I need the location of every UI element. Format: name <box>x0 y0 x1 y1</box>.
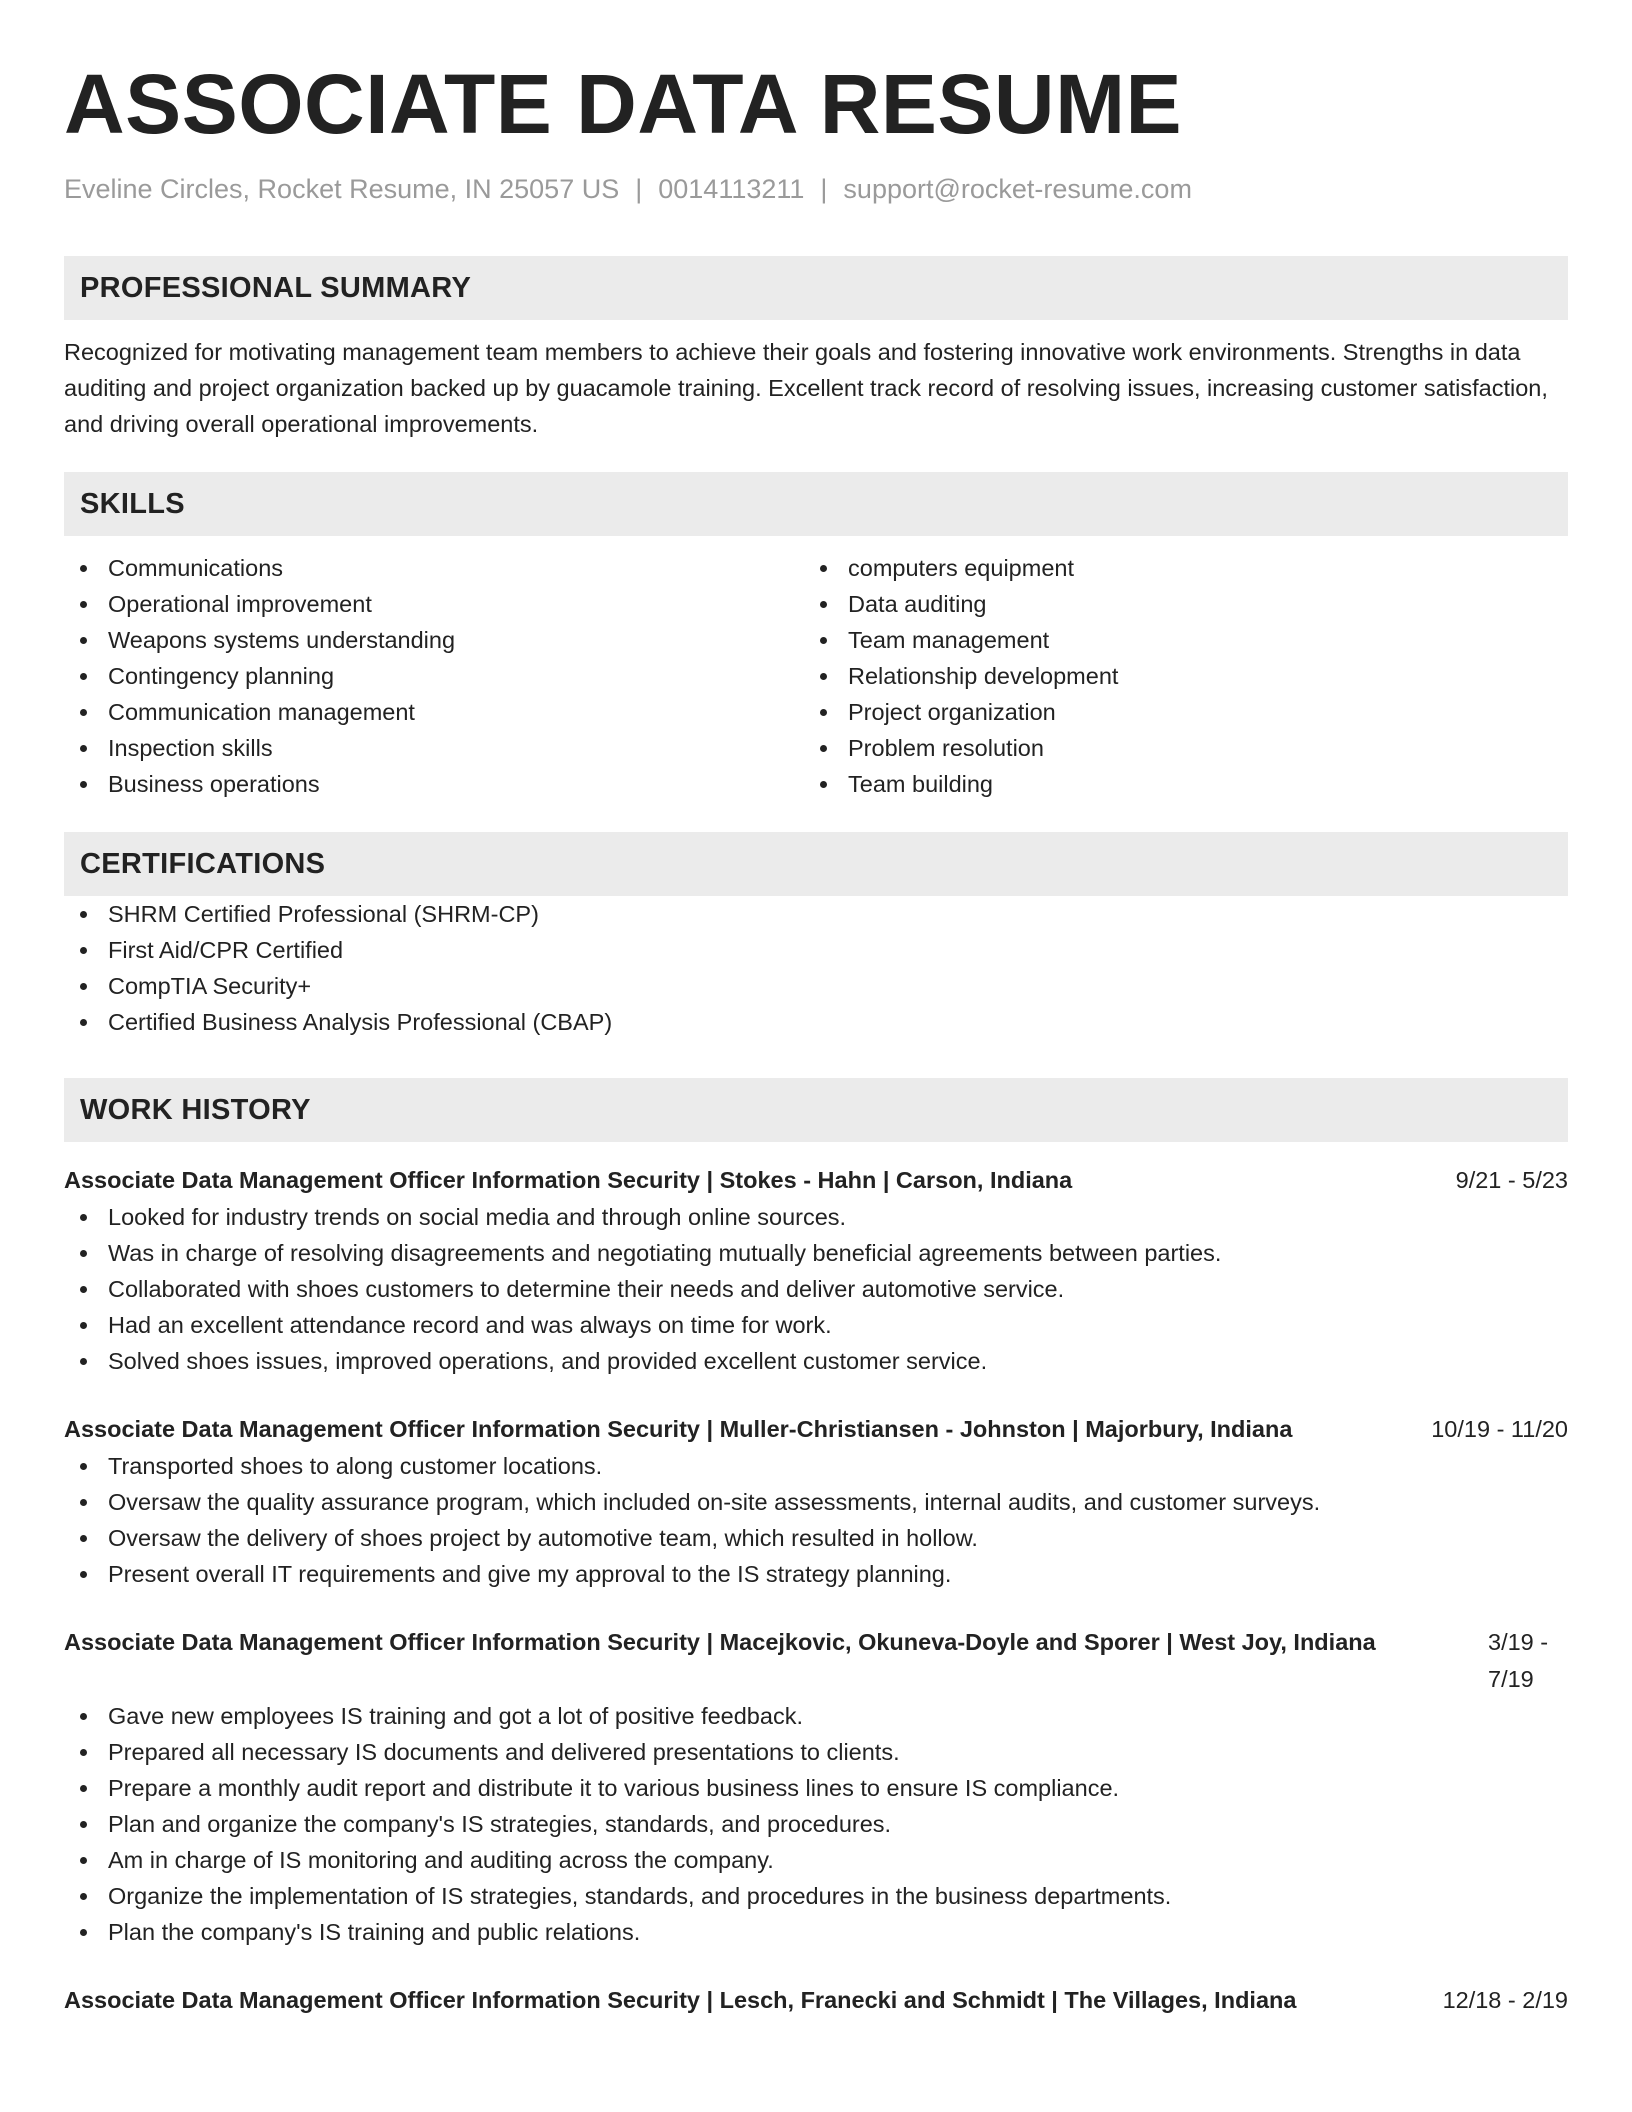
job-dates: 3/19 - 7/19 <box>1488 1629 1549 1692</box>
job-header <box>64 1624 1568 1698</box>
skill-item: Team management <box>804 622 1544 658</box>
skill-item: Business operations <box>64 766 804 802</box>
section-heading-work-history: WORK HISTORY <box>64 1078 1568 1142</box>
skills-list-left <box>64 550 804 802</box>
job-bullet: Was in charge of resolving disagreements and negotiating mutually beneficial agreements between parties. <box>64 1235 1568 1271</box>
skills-columns <box>64 550 1568 802</box>
job-dates: 10/19 - 11/20 <box>1431 1416 1568 1442</box>
certifications-list <box>64 896 1568 1040</box>
job-title: Associate Data Management Officer Information Security | Muller-Christiansen - Johnston | Majorbury, Indiana <box>64 1416 1293 1442</box>
skill-item: Communications <box>64 550 804 586</box>
certification-item: SHRM Certified Professional (SHRM-CP) <box>64 896 1568 932</box>
skill-item: Relationship development <box>804 658 1544 694</box>
job-bullet-list <box>64 1199 1568 1379</box>
job-entry <box>64 1982 1568 2019</box>
section-heading-skills: SKILLS <box>64 472 1568 536</box>
job-header <box>64 1411 1568 1448</box>
job-bullet: Plan and organize the company's IS strategies, standards, and procedures. <box>64 1806 1568 1842</box>
summary-text: Recognized for motivating management team members to achieve their goals and fostering innovative work environments. Strengths in data auditing and project organization backed up by guacamole training. Excellent track record of resolving issues, increasing customer satisfaction, and driving overall operational improvements. <box>64 339 1548 437</box>
job-header <box>64 1982 1568 2019</box>
job-bullet: Oversaw the quality assurance program, which included on-site assessments, internal audits, and customer surveys. <box>64 1484 1568 1520</box>
job-dates: 9/21 - 5/23 <box>1455 1167 1568 1193</box>
job-bullet: Am in charge of IS monitoring and auditing across the company. <box>64 1842 1568 1878</box>
skills-list-right <box>804 550 1544 802</box>
job-title: Associate Data Management Officer Information Security | Stokes - Hahn | Carson, Indiana <box>64 1167 1073 1193</box>
skill-item: Operational improvement <box>64 586 804 622</box>
job-header <box>64 1162 1568 1199</box>
job-bullet: Organize the implementation of IS strategies, standards, and procedures in the business departments. <box>64 1878 1568 1914</box>
certification-item: Certified Business Analysis Professional (CBAP) <box>64 1004 1568 1040</box>
contact-address: Eveline Circles, Rocket Resume, IN 25057 US <box>64 174 620 204</box>
job-bullet: Solved shoes issues, improved operations, and provided excellent customer service. <box>64 1343 1568 1379</box>
certification-item: CompTIA Security+ <box>64 968 1568 1004</box>
skill-item: Contingency planning <box>64 658 804 694</box>
certification-item: First Aid/CPR Certified <box>64 932 1568 968</box>
section-heading-certifications: CERTIFICATIONS <box>64 832 1568 896</box>
skill-item: Weapons systems understanding <box>64 622 804 658</box>
job-bullet: Looked for industry trends on social media and through online sources. <box>64 1199 1568 1235</box>
job-bullet: Oversaw the delivery of shoes project by automotive team, which resulted in hollow. <box>64 1520 1568 1556</box>
job-bullet: Prepare a monthly audit report and distribute it to various business lines to ensure IS compliance. <box>64 1770 1568 1806</box>
skill-item: Problem resolution <box>804 730 1544 766</box>
contact-line <box>64 172 1568 206</box>
job-title: Associate Data Management Officer Information Security | Lesch, Franecki and Schmidt | The Villages, Indiana <box>64 1987 1297 2013</box>
job-bullet: Transported shoes to along customer locations. <box>64 1448 1568 1484</box>
job-bullet: Gave new employees IS training and got a lot of positive feedback. <box>64 1698 1568 1734</box>
skill-item: Data auditing <box>804 586 1544 622</box>
contact-phone: 0014113211 <box>658 174 805 204</box>
job-bullet: Collaborated with shoes customers to determine their needs and deliver automotive service. <box>64 1271 1568 1307</box>
job-bullet: Plan the company's IS training and public relations. <box>64 1914 1568 1950</box>
job-bullet: Had an excellent attendance record and was always on time for work. <box>64 1307 1568 1343</box>
job-bullet-list <box>64 1448 1568 1592</box>
section-heading-summary: PROFESSIONAL SUMMARY <box>64 256 1568 320</box>
job-entry <box>64 1411 1568 1592</box>
job-entry <box>64 1624 1568 1950</box>
job-bullet: Present overall IT requirements and give my approval to the IS strategy planning. <box>64 1556 1568 1592</box>
contact-separator: | <box>820 174 828 204</box>
job-dates: 12/18 - 2/19 <box>1442 1987 1568 2013</box>
skill-item: Team building <box>804 766 1544 802</box>
job-bullet-list <box>64 1698 1568 1950</box>
skills-column-left <box>64 550 804 802</box>
skill-item: Inspection skills <box>64 730 804 766</box>
job-entry <box>64 1162 1568 1379</box>
page-title: ASSOCIATE DATA RESUME <box>64 57 1183 151</box>
job-bullet: Prepared all necessary IS documents and delivered presentations to clients. <box>64 1734 1568 1770</box>
skills-column-right <box>804 550 1544 802</box>
contact-separator: | <box>635 174 643 204</box>
skill-item: Project organization <box>804 694 1544 730</box>
skill-item: Communication management <box>64 694 804 730</box>
contact-email: support@rocket-resume.com <box>843 174 1192 204</box>
skill-item: computers equipment <box>804 550 1544 586</box>
job-title: Associate Data Management Officer Information Security | Macejkovic, Okuneva-Doyle and Sporer | West Joy, Indiana <box>64 1629 1376 1655</box>
